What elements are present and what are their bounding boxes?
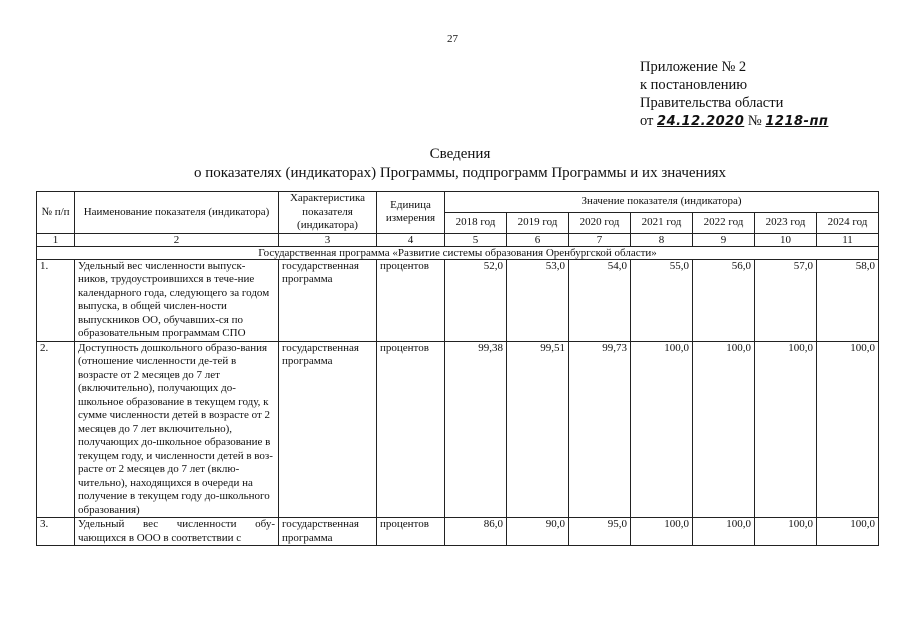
program-name: Государственная программа «Развитие системы образования Оренбургской области» (37, 246, 879, 259)
table-row (37, 259, 879, 341)
handwritten-number: 1218-пп (765, 114, 829, 129)
indicator-characteristic: государственная программа (279, 341, 377, 518)
value-2018: 86,0 (445, 518, 507, 546)
value-2021: 100,0 (631, 518, 693, 546)
program-row (37, 246, 879, 259)
value-2024: 100,0 (817, 341, 879, 518)
header-year: 2019 год (507, 212, 569, 233)
indicator-unit: процентов (377, 341, 445, 518)
value-2020: 99,73 (569, 341, 631, 518)
table-row (37, 341, 879, 518)
column-number: 9 (693, 233, 755, 246)
column-number: 7 (569, 233, 631, 246)
header-year: 2022 год (693, 212, 755, 233)
value-2023: 100,0 (755, 341, 817, 518)
value-2019: 90,0 (507, 518, 569, 546)
value-2019: 53,0 (507, 259, 569, 341)
header-year: 2024 год (817, 212, 879, 233)
handwritten-date: 24.12.2020 (657, 114, 745, 129)
appendix-line-2: к постановлению (640, 77, 748, 93)
value-2022: 56,0 (693, 259, 755, 341)
title-line-1: Сведения (429, 146, 491, 162)
column-number: 8 (631, 233, 693, 246)
header-no: № п/п (37, 192, 75, 234)
column-number: 3 (279, 233, 377, 246)
header-row-1 (37, 192, 879, 213)
column-number: 6 (507, 233, 569, 246)
header-value-group: Значение показателя (индикатора) (445, 192, 879, 213)
header-unit: Единица измерения (377, 192, 445, 234)
appendix-block (640, 58, 828, 131)
indicators-table (36, 191, 879, 546)
appendix-line-1: Приложение № 2 (640, 59, 747, 75)
indicator-name: Удельный вес численности выпуск-ников, трудоустроившихся в тече-ние календарного года, следующего за годом выпуска, в общей числен-ности выпускников ОО, обучавших-ся по образовательным программам СПО (75, 259, 279, 341)
column-number: 2 (75, 233, 279, 246)
column-number: 11 (817, 233, 879, 246)
table-row (37, 518, 879, 546)
value-2024: 100,0 (817, 518, 879, 546)
indicator-characteristic: государственная программа (279, 518, 377, 546)
indicator-unit: процентов (377, 518, 445, 546)
row-number: 2. (37, 341, 75, 518)
header-characteristic: Характеристика показателя (индикатора) (279, 192, 377, 234)
value-2023: 100,0 (755, 518, 817, 546)
value-2021: 55,0 (631, 259, 693, 341)
indicator-characteristic: государственная программа (279, 259, 377, 341)
column-numbers-row (37, 233, 879, 246)
document-title (180, 145, 740, 183)
indicator-unit: процентов (377, 259, 445, 341)
column-number: 1 (37, 233, 75, 246)
indicator-name: Доступность дошкольного образо-вания (отношение численности де-тей в возрасте от 2 месяцев до 7 лет (включительно), получающих до-школьное образование в текущем году, к сумме численности детей в возрасте от 2 месяцев до 7 лет включительно), получающих до-школьное образование в текущем году, и численности детей в воз-расте от 2 месяцев до 7 лет (вклю-чительно), находящихся в очереди на получение в текущем году до-школьного образования) (75, 341, 279, 518)
value-2018: 52,0 (445, 259, 507, 341)
header-year: 2021 год (631, 212, 693, 233)
title-line-2: о показателях (индикаторах) Программы, подпрограмм Программы и их значениях (193, 165, 727, 181)
column-number: 10 (755, 233, 817, 246)
value-2019: 99,51 (507, 341, 569, 518)
value-2024: 58,0 (817, 259, 879, 341)
header-year: 2018 год (445, 212, 507, 233)
appendix-date-line (640, 112, 828, 131)
indicator-name: Удельный вес численности обу-чающихся в ООО в соответствии с (75, 518, 279, 546)
header-name: Наименование показателя (индикатора) (75, 192, 279, 234)
header-year: 2023 год (755, 212, 817, 233)
header-year: 2020 год (569, 212, 631, 233)
column-number: 5 (445, 233, 507, 246)
value-2023: 57,0 (755, 259, 817, 341)
page-number: 27 (447, 33, 458, 45)
value-2022: 100,0 (693, 341, 755, 518)
value-2018: 99,38 (445, 341, 507, 518)
number-prefix: № (747, 113, 762, 129)
column-number: 4 (377, 233, 445, 246)
appendix-line-3: Правительства области (640, 95, 784, 111)
row-number: 1. (37, 259, 75, 341)
value-2022: 100,0 (693, 518, 755, 546)
value-2020: 95,0 (569, 518, 631, 546)
value-2021: 100,0 (631, 341, 693, 518)
value-2020: 54,0 (569, 259, 631, 341)
date-prefix: от (640, 113, 654, 129)
row-number: 3. (37, 518, 75, 546)
